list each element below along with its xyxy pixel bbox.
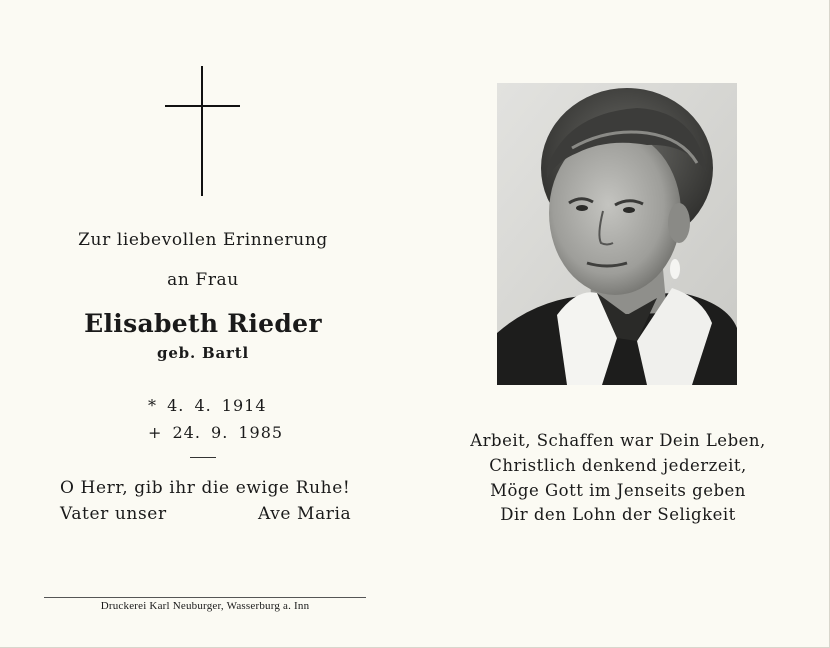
verse-line-4: Dir den Lohn der Seligkeit	[500, 505, 736, 524]
verse-line-3: Möge Gott im Jenseits geben	[490, 481, 746, 500]
remembrance-line: Zur liebevollen Erinnerung	[78, 230, 328, 250]
deceased-name: Elisabeth Rieder	[84, 309, 322, 338]
portrait-photo	[497, 83, 737, 385]
maiden-name: geb. Bartl	[157, 344, 249, 362]
birth-date: * 4. 4. 1914	[148, 396, 267, 415]
prayer-ave-maria: Ave Maria	[258, 504, 352, 524]
verse-line-2: Christlich denkend jederzeit,	[489, 456, 747, 475]
cross-horizontal-bar	[165, 105, 240, 107]
portrait-image	[497, 83, 737, 385]
prayer-our-father: Vater unser	[60, 504, 167, 524]
printer-credit: Druckerei Karl Neuburger, Wasserburg a. Inn	[100, 600, 310, 612]
separator-line	[190, 457, 216, 458]
prefix-line: an Frau	[167, 270, 239, 290]
death-date: + 24. 9. 1985	[148, 423, 284, 442]
cross-vertical-bar	[201, 66, 203, 196]
verse-line-1: Arbeit, Schaffen war Dein Leben,	[470, 431, 766, 450]
footer-rule	[44, 597, 366, 598]
prayer-line: O Herr, gib ihr die ewige Ruhe!	[60, 478, 351, 498]
